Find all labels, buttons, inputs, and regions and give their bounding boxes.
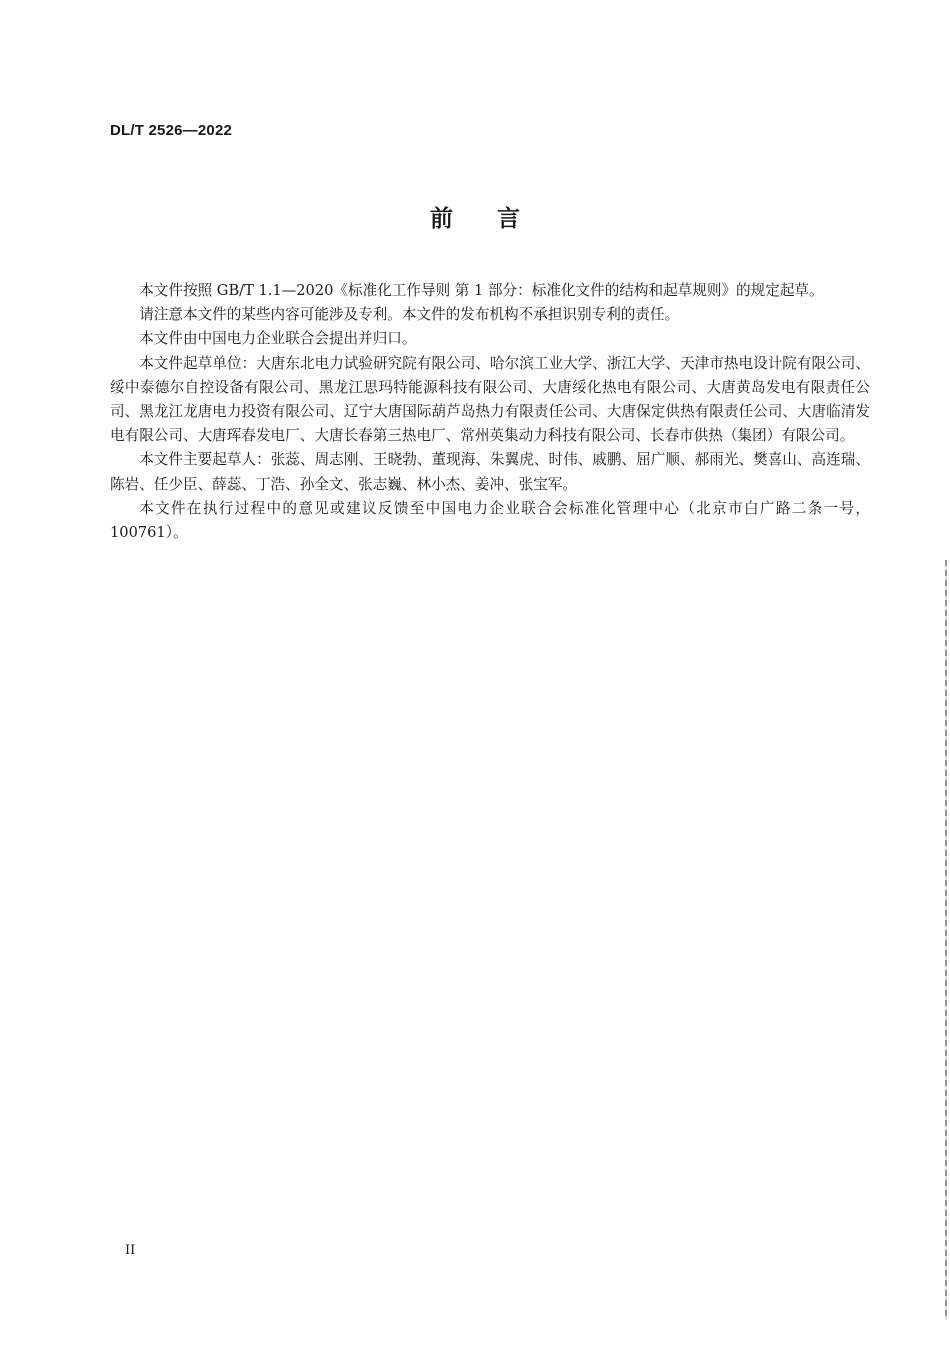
paragraph-proposer: 本文件由中国电力企业联合会提出并归口。 [139, 330, 417, 348]
document-code: DL/T 2526—2022 [110, 122, 233, 139]
scan-edge-mark [945, 560, 947, 1320]
paragraph-drafting-units: 本文件起草单位：大唐东北电力试验研究院有限公司、哈尔滨工业大学、浙江大学、天津市热电设计院有限公司、绥中泰德尔自控设备有限公司、黑龙江思玛特能源科技有限公司、大唐绥化热电有限公司、大唐黄岛发电有限责任公司、黑龙江龙唐电力投资有限公司、辽宁大唐国际葫芦岛热力有限责任公司、大唐保定供热有限责任公司、大唐临清发电有限公司、大唐珲春发电厂、大唐长春第三热电厂、常州英集动力科技有限公司、长春市供热（集团）有限公司。 [110, 354, 870, 445]
page-number: II [125, 1243, 136, 1258]
paragraph-drafting-rules: 本文件按照 GB/T 1.1—2020《标准化工作导则 第 1 部分：标准化文件的结构和起草规则》的规定起草。 [139, 282, 824, 299]
paragraph-drafters: 本文件主要起草人：张蕊、周志刚、王晓勃、董现海、朱翼虎、时伟、戚鹏、屈广顺、郝雨光、樊喜山、高连瑞、陈岩、任少臣、薛蕊、丁浩、孙全文、张志巍、林小杰、姜冲、张宝军。 [110, 451, 870, 493]
foreword-body [110, 279, 870, 545]
paragraph-patent-notice: 请注意本文件的某些内容可能涉及专利。本文件的发布机构不承担识别专利的责任。 [139, 306, 680, 324]
paragraph-feedback: 本文件在执行过程中的意见或建议反馈至中国电力企业联合会标准化管理中心（北京市白广路二条一号，100761）。 [110, 499, 870, 542]
section-title: 前言 [430, 206, 564, 232]
